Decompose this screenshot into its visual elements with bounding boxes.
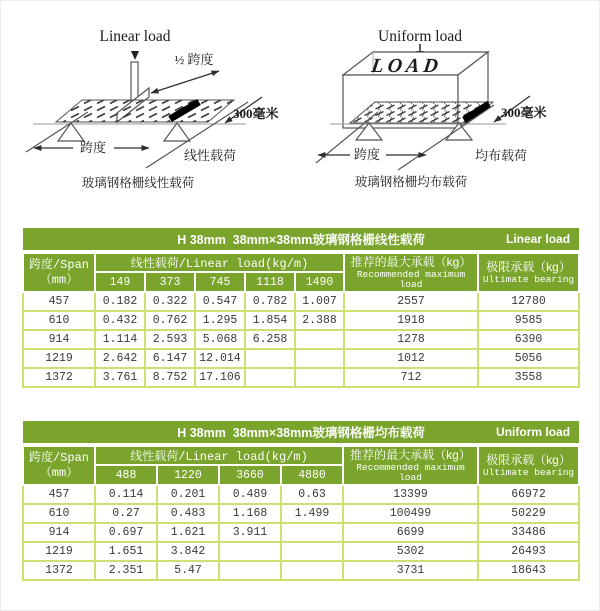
uniform-load-drawing [298,0,588,215]
table-title-bar [23,421,579,445]
right-support [164,123,190,141]
recommended-value: 3731 [343,561,478,580]
span-value: 1372 [23,561,95,580]
linear-load-drawing [18,0,300,215]
load-value: 5.47 [157,561,219,580]
load-value [295,349,344,368]
col-header-load-group: 线性载荷/Linear load(kg/m) [95,445,343,465]
load-value: 2.642 [95,349,145,368]
uniform-load-title: Uniform load [378,28,462,45]
recommended-value: 5302 [343,542,478,561]
recommended-value: 2557 [344,292,478,311]
load-col-header: 373 [145,272,195,292]
col-header-span: 跨度/Span （mm） [23,445,95,485]
recommended-value: 6699 [343,523,478,542]
load-col-header: 149 [95,272,145,292]
table-row [23,330,579,349]
uniform-diagram-caption: 玻璃钢格栅均布载荷 [354,175,468,189]
col-header-ultimate: 极限承载（kg） Ultimate bearing [478,445,579,485]
load-value: 1.295 [195,311,245,330]
linear-load-diagram [18,0,300,220]
load-col-header: 1490 [295,272,344,292]
ultimate-value: 66972 [478,485,579,504]
header-row-1 [23,252,579,272]
table-row [23,523,579,542]
table-row [23,292,579,311]
load-value: 3.842 [157,542,219,561]
span-value: 610 [23,311,95,330]
load-value: 0.697 [95,523,157,542]
load-value: 0.483 [157,504,219,523]
col-header-recommended: 推荐的最大承载（kg） Recommended maximum load [344,252,478,292]
load-value [245,349,295,368]
load-value: 17.106 [195,368,245,387]
ultimate-value: 12780 [478,292,579,311]
load-arrow-icon [131,51,139,60]
ultimate-value: 50229 [478,504,579,523]
load-value: 0.322 [145,292,195,311]
load-value: 2.593 [145,330,195,349]
table-tag: Uniform load [496,425,571,439]
load-value: 2.388 [295,311,344,330]
linear-diagram-caption: 玻璃钢格栅线性载荷 [81,176,195,190]
depth-label: 300毫米 [501,105,547,120]
load-value: 1.168 [219,504,281,523]
span-label: 跨度 [79,140,107,155]
load-col-header: 4880 [281,465,343,485]
table-row [23,311,579,330]
load-col-header: 1220 [157,465,219,485]
depth-label: 300毫米 [233,106,279,121]
recommended-value: 1278 [344,330,478,349]
grating-panel [56,100,234,122]
linear-load-cn-label: 线性载荷 [183,148,237,163]
uniform-load-diagram [298,0,588,220]
table-row [23,368,579,387]
left-support [58,123,84,141]
load-value: 1.854 [245,311,295,330]
load-value: 1.007 [295,292,344,311]
load-value: 1.499 [281,504,343,523]
load-value: 0.432 [95,311,145,330]
load-value [281,523,343,542]
table-title-bar [23,228,579,252]
span-value: 457 [23,485,95,504]
recommended-value: 1012 [344,349,478,368]
load-value [295,330,344,349]
load-value: 3.761 [95,368,145,387]
ultimate-value: 18643 [478,561,579,580]
load-value [295,368,344,387]
load-value: 2.351 [95,561,157,580]
load-col-header: 488 [95,465,157,485]
load-value: 6.258 [245,330,295,349]
span-value: 1219 [23,349,95,368]
load-value: 0.762 [145,311,195,330]
span-value: 1219 [23,542,95,561]
load-value: 0.182 [95,292,145,311]
col-header-recommended: 推荐的最大承载（kg） Recommended maximum load [343,445,478,485]
half-span-arrow [151,71,219,93]
load-value: 5.068 [195,330,245,349]
table-row [23,504,579,523]
load-value: 12.014 [195,349,245,368]
load-value [245,368,295,387]
recommended-value: 1918 [344,311,478,330]
load-value: 1.621 [157,523,219,542]
load-value: 0.782 [245,292,295,311]
ultimate-value: 5056 [478,349,579,368]
span-label: 跨度 [353,147,381,162]
span-value: 1372 [23,368,95,387]
load-value: 6.147 [145,349,195,368]
ultimate-value: 33486 [478,523,579,542]
col-header-load-group: 线性载荷/Linear load(kg/m) [95,252,344,272]
linear-load-table [22,228,580,388]
load-value: 1.651 [95,542,157,561]
span-value: 914 [23,523,95,542]
ultimate-value: 3558 [478,368,579,387]
ultimate-value: 6390 [478,330,579,349]
load-value [219,542,281,561]
header-row-1 [23,445,579,465]
span-value: 914 [23,330,95,349]
load-value: 3.911 [219,523,281,542]
load-value: 0.27 [95,504,157,523]
table-title: H 38mm 38mm×38mm玻璃钢格栅线性载荷 [177,233,425,247]
ultimate-value: 26493 [478,542,579,561]
load-column [131,62,138,102]
recommended-value: 100499 [343,504,478,523]
load-col-header: 3660 [219,465,281,485]
load-value: 0.201 [157,485,219,504]
load-value [281,542,343,561]
load-value: 0.114 [95,485,157,504]
load-col-header: 745 [195,272,245,292]
table-row [23,349,579,368]
load-value [281,561,343,580]
table-title: H 38mm 38mm×38mm玻璃钢格栅均布载荷 [177,426,425,440]
recommended-value: 13399 [343,485,478,504]
load-value: 0.547 [195,292,245,311]
load-value: 0.63 [281,485,343,504]
load-value: 0.489 [219,485,281,504]
span-value: 457 [23,292,95,311]
uniform-load-cn-label: 均布载荷 [474,148,528,163]
recommended-value: 712 [344,368,478,387]
uniform-load-table [22,421,580,581]
col-header-span: 跨度/Span （mm） [23,252,95,292]
load-value [219,561,281,580]
table-row [23,561,579,580]
table-row [23,485,579,504]
table-row [23,542,579,561]
load-value: 8.752 [145,368,195,387]
load-box-label: LOAD [369,55,444,77]
table-tag: Linear load [506,232,571,246]
half-span-label: ½ 跨度 [174,52,214,67]
col-header-ultimate: 极限承载（kg） Ultimate bearing [478,252,579,292]
ultimate-value: 9585 [478,311,579,330]
load-value: 1.114 [95,330,145,349]
span-value: 610 [23,504,95,523]
load-col-header: 1118 [245,272,295,292]
linear-load-title: Linear load [99,28,171,45]
